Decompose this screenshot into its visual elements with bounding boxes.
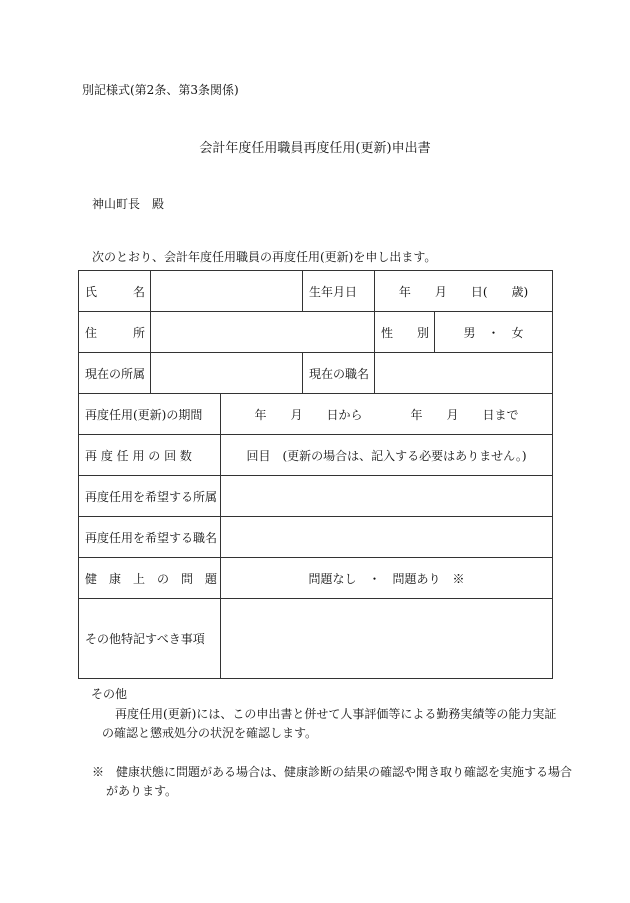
row-count bbox=[79, 435, 553, 476]
form-identifier: 別記様式(第2条、第3条関係) bbox=[82, 83, 239, 97]
note-health: ※ 健康状態に問題がある場合は、健康診断の結果の確認や聞き取り確認を実施する場合があります。 bbox=[92, 765, 573, 798]
address-label: 住 所 bbox=[79, 312, 151, 353]
other-field[interactable] bbox=[221, 599, 553, 679]
other-label: その他特記すべき事項 bbox=[79, 599, 221, 679]
notes-heading: その他 bbox=[91, 687, 128, 701]
row-current-position bbox=[79, 353, 553, 394]
count-label: 再 度 任 用 の 回 数 bbox=[79, 435, 221, 476]
desired-job-label: 再度任用を希望する職名 bbox=[79, 517, 221, 558]
intro-text: 次のとおり、会計年度任用職員の再度任用(更新)を申し出ます。 bbox=[92, 250, 437, 264]
desired-dept-label: 再度任用を希望する所属 bbox=[79, 476, 221, 517]
birthdate-field[interactable]: 年 月 日( 歳) bbox=[375, 271, 553, 312]
row-desired-dept bbox=[79, 476, 553, 517]
current-dept-label: 現在の所属 bbox=[79, 353, 151, 394]
desired-job-field[interactable] bbox=[221, 517, 553, 558]
gender-field[interactable]: 男 ・ 女 bbox=[435, 312, 553, 353]
current-dept-field[interactable] bbox=[151, 353, 303, 394]
addressee: 神山町長 殿 bbox=[92, 197, 165, 211]
row-name-birth bbox=[79, 271, 553, 312]
row-period bbox=[79, 394, 553, 435]
period-label: 再度任用(更新)の期間 bbox=[79, 394, 221, 435]
document-title: 会計年度任用職員再度任用(更新)申出書 bbox=[199, 141, 431, 156]
address-field[interactable] bbox=[151, 312, 375, 353]
note-evaluation: 再度任用(更新)には、この申出書と併せて人事評価等による勤務実績等の能力実証の確認と懲戒処分の状況を確認します。 bbox=[102, 707, 557, 740]
health-field[interactable]: 問題なし ・ 問題あり ※ bbox=[221, 558, 553, 599]
name-field[interactable] bbox=[151, 271, 303, 312]
period-field[interactable]: 年 月 日から 年 月 日まで bbox=[221, 394, 553, 435]
current-job-label: 現在の職名 bbox=[303, 353, 375, 394]
count-field[interactable]: 回目 (更新の場合は、記入する必要はありません。) bbox=[221, 435, 553, 476]
row-health bbox=[79, 558, 553, 599]
row-desired-job bbox=[79, 517, 553, 558]
row-address-gender bbox=[79, 312, 553, 353]
gender-label: 性 別 bbox=[375, 312, 435, 353]
desired-dept-field[interactable] bbox=[221, 476, 553, 517]
health-label: 健 康 上 の 問 題 bbox=[79, 558, 221, 599]
name-label: 氏 名 bbox=[79, 271, 151, 312]
current-job-field[interactable] bbox=[375, 353, 553, 394]
birthdate-label: 生年月日 bbox=[303, 271, 375, 312]
row-other bbox=[79, 599, 553, 679]
application-form-table bbox=[78, 270, 553, 679]
